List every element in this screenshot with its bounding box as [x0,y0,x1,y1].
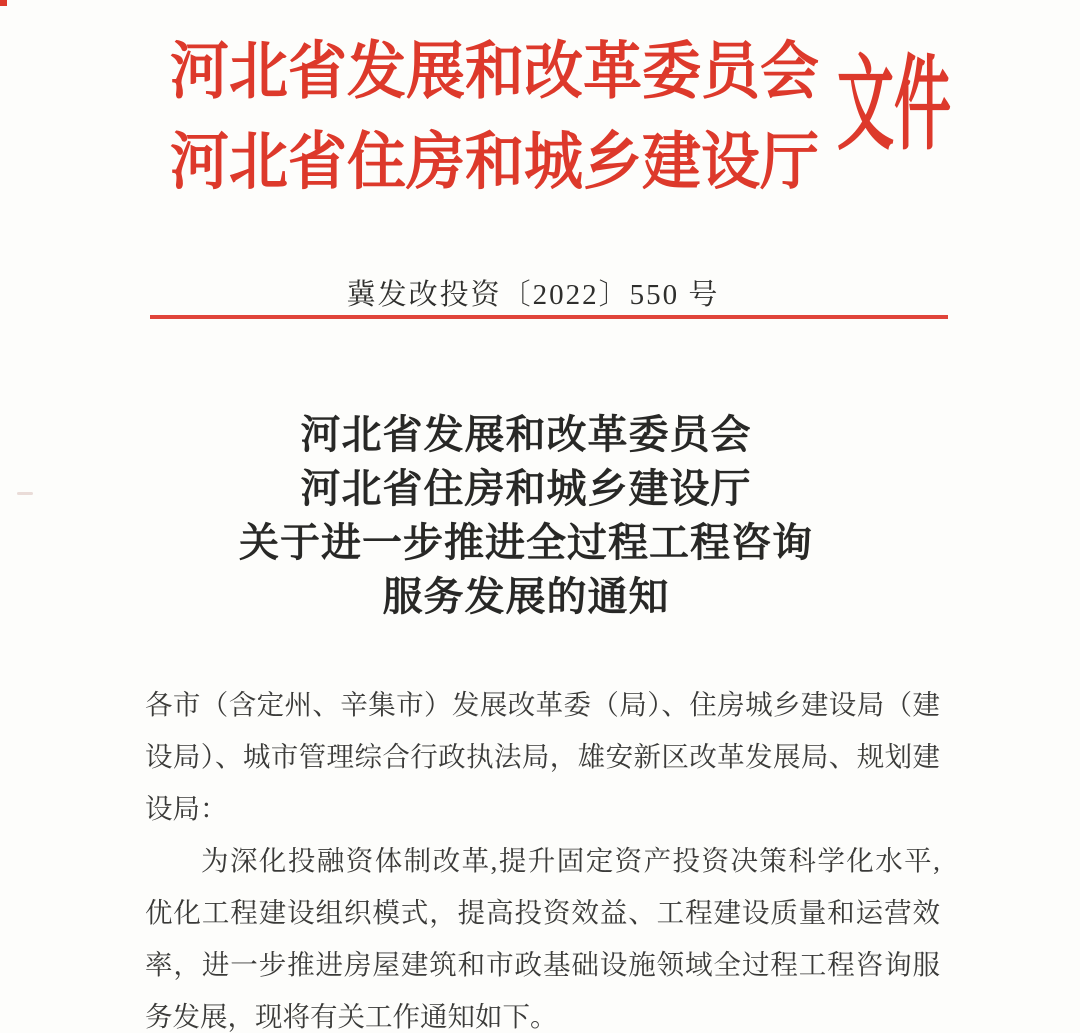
document-body [145,679,940,1033]
salutation-line-1: 各市（含定州、辛集市）发展改革委（局）、住房城乡建设局（建 [145,689,940,720]
salutation-line-2: 设局）、城市管理综合行政执法局，雄安新区改革发展局、规划建 [145,741,940,772]
document-title-line-1: 河北省发展和改革委员会 [300,412,752,457]
letterhead-agency-line-1: 河北省发展和改革委员会 [170,36,820,107]
document-type-label: 文件 [837,49,951,163]
document-title [0,408,1066,624]
document-title-line-4: 服务发展的通知 [382,574,670,619]
paragraph-line-2: 优化工程建设组织模式，提高投资效益、工程建设质量和运营效 [145,897,940,928]
document-title-line-2: 河北省住房和城乡建设厅 [300,466,752,511]
document-reference-number: 冀发改投资〔2022〕550 号 [346,279,720,311]
paragraph-line-1: 为深化投融资体制改革,提升固定资产投资决策科学化水平, [201,845,940,876]
salutation-line-3: 设局： [145,793,228,824]
paragraph-line-3: 率，进一步推进房屋建筑和市政基础设施领域全过程工程咨询服 [145,949,940,980]
paragraph-line-4: 务发展，现将有关工作通知如下。 [145,1001,558,1032]
letterhead-agency-line-2: 河北省住房和城乡建设厅 [170,126,820,197]
letterhead-agency-names [170,27,819,207]
scan-artifact-corner [0,0,7,6]
document-title-line-3: 关于进一步推进全过程工程咨询 [239,520,813,565]
red-separator-line [150,315,948,319]
